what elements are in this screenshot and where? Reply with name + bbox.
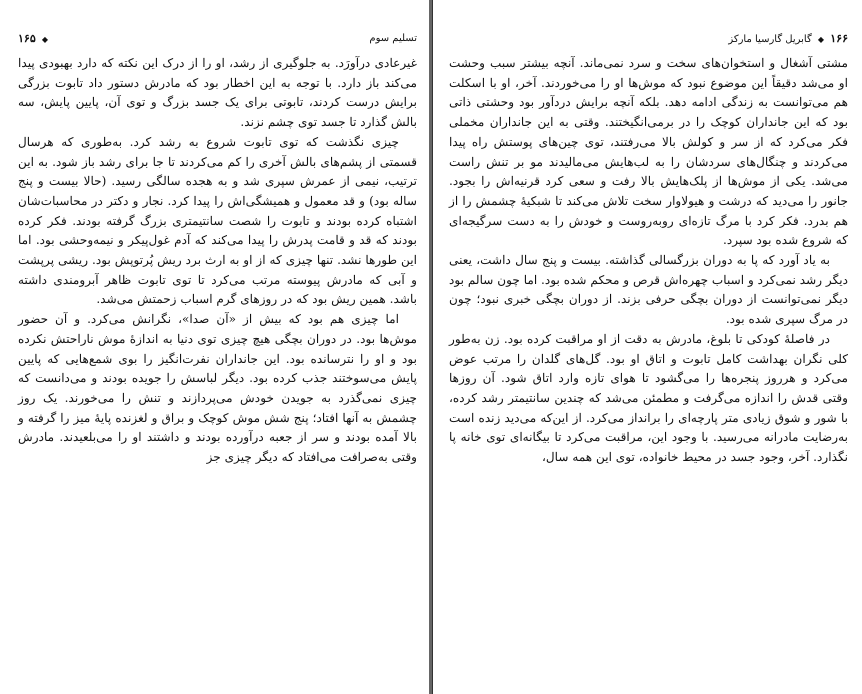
left-page-body [18,54,417,468]
paragraph: غیرعادی درآورَد. به جلوگیری از رشد، او را از درک این نکته که دارد بهبودی پیدا می‌کند باز دارد. با توجه به این اخطار بود که مادرش دستور داد تابوت بزرگی برایش درست کردند، تابوتی برای یک جسد بزرگ و توی آن، پایین پایش، سه بالش گذارد تا جسد توی چشم نزند. [18,56,417,130]
diamond-icon: ◆ [41,34,49,44]
running-title: گابریل گارسیا مارکز [728,33,812,45]
right-page-header [449,28,848,48]
paragraph: مشتی آشغال و استخوان‌های سخت و سرد نمی‌ماند. آنچه بیشتر سبب وحشت او می‌شد دقیقاً این موضوع نبود که موش‌ها او را می‌خوردند. آخر، او با اسکلت هم می‌توانست به زندگی ادامه دهد. بلکه آنچه برایش دردآور بود وحشتی ذاتی بود که این جانداران کوچک را در برمی‌انگیختند. وقتی به این جانداران مخملی فکر می‌کرد که از سر و کولش بالا می‌رفتند، توی چین‌های پوستش راه پیدا می‌کردند و چنگال‌های سردشان را به لب‌هایش می‌مالیدند مو بر تنش راست می‌شد. یکی از موش‌ها از پلک‌هایش بالا رفت و سعی کرد قرنیه‌اش را بجود. جانور را می‌دید که درشت و هیولاوار سخت تلاش می‌کند تا شبکیهٔ چشمش را از هم بدرد. فکر کرد با مرگ تازه‌ای روبه‌روست و خودش را به دست سرگیجه‌ای که شروع شده بود سپرد. [449,56,848,248]
paragraph: اما چیزی هم بود که بیش از «آن صدا»، نگرانش می‌کرد. و آن حضور موش‌ها بود. در دوران بچگی هیچ چیزی توی دنیا به اندازهٔ موش ناراحتش نکرده بود و او را نترسانده بود. این جانداران نفرت‌انگیز را بوی شمع‌هایی که پایین پایش می‌سوختند جذب کرده بود. دیگر لباسش را جویده بودند و می‌دانست که چیزی نمی‌گذرد به جویدن خودش می‌پردازند و تنش را می‌خورند. یک روز چشمش به آنها افتاد؛ پنج شش موش کوچک و براق و لغزنده پایهٔ میز را گرفته و بالا آمده بودند و سر از جعبه درآورده بودند و داشتند او را می‌بلعیدند. مادرش وقتی به‌صرافت می‌افتاد که دیگر چیزی جز [18,312,417,465]
running-title: تسلیم سوم [369,32,417,44]
paragraph: به یاد آورد که پا به دوران بزرگسالی گذاشته. بیست و پنج سال داشت، یعنی دیگر رشد نمی‌کرد و اسباب چهره‌اش قرص و محکم شده بود. اما چون سالم بود دیگر نمی‌توانست از دوران بچگی حرفی بزند. از دوران بچگی خبری نبود؛ چون در مرگ سپری شده بود. [449,253,848,327]
paragraph: چیزی نگذشت که توی تابوت شروع به رشد کرد. به‌طوری که هرسال قسمتی از پشم‌های بالش آخری را کم می‌کردند تا جا برای رشد باز شود. به این ترتیب، نیمی از عمرش سپری شد و به هجده سالگی رسید. (حالا بیست و پنج ساله بود) و قد معمول و همیشگی‌اش را پیدا کرد. نجار و دکتر در محاسبات‌شان اشتباه کرده بودند و تابوت را شصت سانتیمتری بزرگ گرفته بودند. فکر کرده بودند که قد و قامت پدرش را پیدا می‌کند که آدم غول‌پیکر و نیمه‌وحشی بود. اما این طورها نشد. تنها چیزی که از او به ارث برد ریش پُرتوپش بود. ریشی پرپشت و آبی که مادرش پیوسته مرتب می‌کرد تا توی تابوت ظاهر آبرومندی داشته باشد. همین ریش بود که در روزهای گرم اسباب زحمتش می‌شد. [18,134,417,307]
page-number-block [18,32,51,45]
diamond-icon: ◆ [817,34,825,44]
left-page [2,0,432,694]
paragraph: در فاصلهٔ کودکی تا بلوغ، مادرش به دقت از او مراقبت کرده بود. زن به‌طور کلی نگران بهداشت کامل تابوت و اتاق او بود. گل‌های گلدان را مرتب عوض می‌کرد و هرروز پنجره‌ها را می‌گشود تا هوای تازه وارد اتاق شود. آن روزها وقتی قدش را اندازه می‌گرفت و مطمئن می‌شد که چندین سانتیمتر رشد کرده، با شور و شوق زیادی متر پارچه‌ای را برانداز می‌کرد. از این‌که می‌دید زنده است به‌رضایت مادرانه می‌رسید. با وجود این، مراقبت می‌کرد تا بیگانه‌ای توی خانه پا نگذارد. آخر، وجود جسد در محیط خانواده، توی این همه سال، [449,331,848,465]
page-gutter [429,0,432,694]
right-page-body [449,54,848,468]
page-number: ۱۶۶ [830,31,848,45]
page-number-block [728,32,848,45]
left-page-header [18,28,417,48]
page-number: ۱۶۵ [18,31,36,45]
right-page [432,0,862,694]
